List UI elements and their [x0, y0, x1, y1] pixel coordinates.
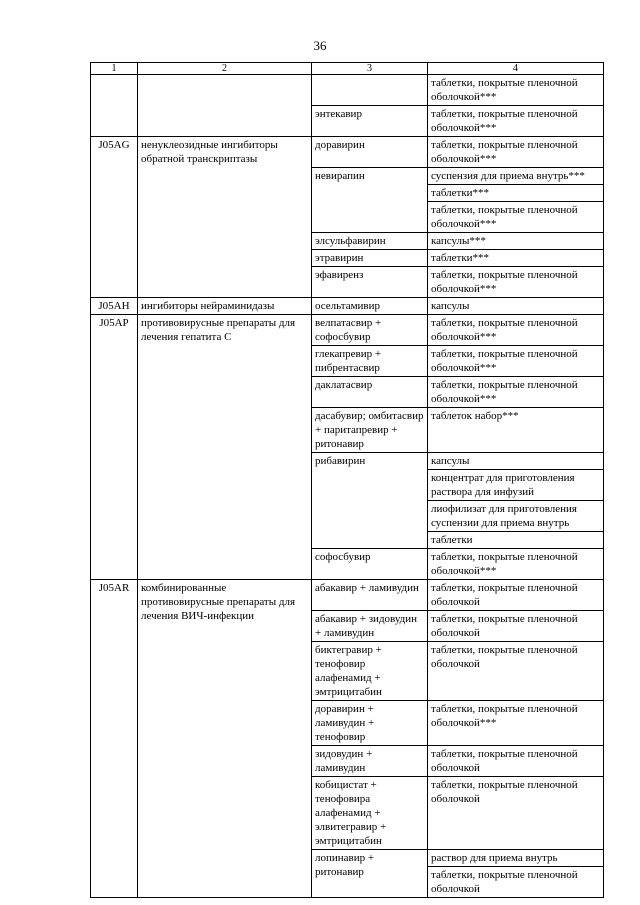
table-row	[91, 580, 604, 611]
atc-code-cell: J05AP	[91, 315, 138, 580]
dosage-form-cell: таблетки	[428, 532, 604, 549]
drug-name-cell: этравирин	[312, 250, 428, 267]
drug-name-cell: элсульфавирин	[312, 233, 428, 250]
column-header: 1	[91, 63, 138, 75]
group-name-cell: ненуклеозидные ингибиторы обратной транскриптазы	[138, 137, 312, 298]
dosage-form-cell: капсулы	[428, 453, 604, 470]
group-name-cell: противовирусные препараты для лечения гепатита C	[138, 315, 312, 580]
dosage-form-cell: таблетки, покрытые пленочной оболочкой	[428, 642, 604, 701]
group-name-cell: комбинированные противовирусные препараты для лечения ВИЧ-инфекции	[138, 580, 312, 898]
dosage-form-cell: капсулы	[428, 298, 604, 315]
atc-code-cell	[91, 75, 138, 137]
drug-name-cell: невирапин	[312, 168, 428, 233]
drug-name-cell: доравирин + ламивудин + тенофовир	[312, 701, 428, 746]
dosage-form-cell: таблетки, покрытые пленочной оболочкой***	[428, 137, 604, 168]
table-header-row	[91, 63, 604, 75]
drug-name-cell: абакавир + ламивудин	[312, 580, 428, 611]
drug-name-cell	[312, 75, 428, 106]
dosage-form-cell: таблетки***	[428, 250, 604, 267]
dosage-form-cell: таблетки, покрытые пленочной оболочкой***	[428, 549, 604, 580]
drug-name-cell: софосбувир	[312, 549, 428, 580]
dosage-form-cell: таблетки, покрытые пленочной оболочкой	[428, 611, 604, 642]
drug-name-cell: кобицистат + тенофовира алафенамид + элвитегравир + эмтрицитабин	[312, 777, 428, 850]
drug-name-cell: абакавир + зидовудин + ламивудин	[312, 611, 428, 642]
dosage-form-cell: раствор для приема внутрь	[428, 850, 604, 867]
dosage-form-cell: таблетки, покрытые пленочной оболочкой	[428, 777, 604, 850]
table-row	[91, 137, 604, 168]
column-header: 2	[138, 63, 312, 75]
dosage-form-cell: таблетки, покрытые пленочной оболочкой***	[428, 315, 604, 346]
dosage-form-cell: лиофилизат для приготовления суспензии для приема внутрь	[428, 501, 604, 532]
dosage-form-cell: концентрат для приготовления раствора для инфузий	[428, 470, 604, 501]
dosage-form-cell: таблетки, покрытые пленочной оболочкой***	[428, 75, 604, 106]
atc-code-cell: J05AG	[91, 137, 138, 298]
dosage-form-cell: таблетки, покрытые пленочной оболочкой	[428, 867, 604, 898]
dosage-form-cell: таблетки, покрытые пленочной оболочкой***	[428, 267, 604, 298]
drug-name-cell: глекапревир + пибрентасвир	[312, 346, 428, 377]
dosage-form-cell: суспензия для приема внутрь***	[428, 168, 604, 185]
dosage-form-cell: таблеток набор***	[428, 408, 604, 453]
drug-name-cell: осельтамивир	[312, 298, 428, 315]
dosage-form-cell: таблетки, покрытые пленочной оболочкой	[428, 746, 604, 777]
dosage-form-cell: капсулы***	[428, 233, 604, 250]
dosage-form-cell: таблетки***	[428, 185, 604, 202]
drug-name-cell: даклатасвир	[312, 377, 428, 408]
page-number: 36	[313, 38, 327, 53]
column-header: 3	[312, 63, 428, 75]
drug-table	[90, 62, 604, 898]
atc-code-cell: J05AH	[91, 298, 138, 315]
atc-code-cell: J05AR	[91, 580, 138, 898]
dosage-form-cell: таблетки, покрытые пленочной оболочкой***	[428, 106, 604, 137]
dosage-form-cell: таблетки, покрытые пленочной оболочкой	[428, 580, 604, 611]
drug-name-cell: эфавиренз	[312, 267, 428, 298]
drug-name-cell: лопинавир + ритонавир	[312, 850, 428, 898]
dosage-form-cell: таблетки, покрытые пленочной оболочкой***	[428, 202, 604, 233]
drug-name-cell: зидовудин + ламивудин	[312, 746, 428, 777]
drug-name-cell: энтекавир	[312, 106, 428, 137]
drug-name-cell: рибавирин	[312, 453, 428, 549]
dosage-form-cell: таблетки, покрытые пленочной оболочкой***	[428, 701, 604, 746]
table-row	[91, 75, 604, 106]
table-row	[91, 298, 604, 315]
group-name-cell: ингибиторы нейраминидазы	[138, 298, 312, 315]
column-header: 4	[428, 63, 604, 75]
drug-name-cell: доравирин	[312, 137, 428, 168]
table-row	[91, 315, 604, 346]
drug-name-cell: биктегравир + тенофовир алафенамид + эмтрицитабин	[312, 642, 428, 701]
dosage-form-cell: таблетки, покрытые пленочной оболочкой***	[428, 377, 604, 408]
drug-name-cell: дасабувир; омбитасвир + паритапревир + ритонавир	[312, 408, 428, 453]
drug-name-cell: велпатасвир + софосбувир	[312, 315, 428, 346]
group-name-cell	[138, 75, 312, 137]
dosage-form-cell: таблетки, покрытые пленочной оболочкой***	[428, 346, 604, 377]
